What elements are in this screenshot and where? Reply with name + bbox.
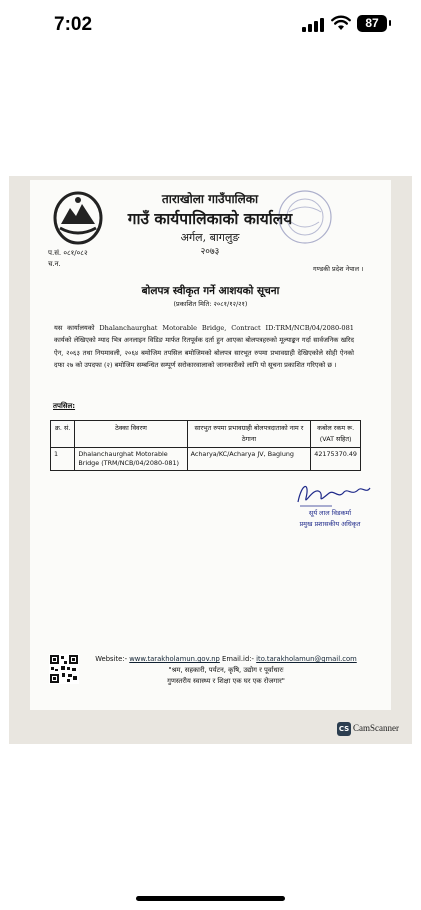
cell-sn: 1 bbox=[51, 448, 75, 471]
cell-bidder: Acharya/KC/Acharya JV, Baglung bbox=[187, 448, 311, 471]
contact-line bbox=[86, 654, 366, 665]
letter-footer bbox=[86, 654, 366, 687]
website-link[interactable]: www.tarakholamun.gov.np bbox=[129, 655, 220, 663]
contract-table bbox=[50, 420, 361, 471]
signatory-name: सूर्य लाल विडकर्मा bbox=[308, 509, 352, 517]
notice-body: यस कार्यालयको Dhalanchaurghat Motorable Bridge, Contract ID:TRM/NCB/04/2080-081 कार्यको लेखिएको म्याद भित्र अनलाइन विडिङ मार्फत रितपूर्वक दर्ता हुन आएका बोलपत्रहरुको मूल्याङ्कन गर्दा सार्वजनिक खरिद ऐन, २०६३ तथा नियमावली, २०६४ बमोजिम तपसिल बमोजिमको बोलपत्र सारभूत रुपमा प्रभावग्राही देखिएकोले सोही ऐनको दफा २७ को उपदफा (२) बमोजिम सम्बन्धित सम्पूर्ण सरोकारवालाको जानकारीको लागि यो सूचना प्रकाशित गरिएको छ । bbox=[54, 324, 354, 369]
slogan-line-1: "श्रम, सहकारी, पर्यटन, कृषि, उद्योग र पूर्वाधारः bbox=[168, 666, 284, 674]
col-bidder: सारभुत रुपमा प्रभावग्राही बोलपत्रदाताको नाम र ठेगाना bbox=[187, 421, 311, 448]
notice-title: बोलपत्र स्वीकृत गर्ने आशयको सूचना bbox=[141, 285, 280, 297]
office-address: अर्गल, बागलुङ bbox=[180, 231, 240, 244]
signatory-designation: प्रमुख प्रशासकीय अधिकृत bbox=[299, 520, 361, 528]
camscanner-watermark: CamScanner bbox=[353, 723, 399, 733]
table-row bbox=[51, 448, 361, 471]
camscanner-logo-icon: CS bbox=[337, 722, 351, 736]
table-header-row bbox=[51, 421, 361, 448]
province-name: गण्डकी प्रदेश नेपाल । bbox=[313, 265, 364, 273]
home-indicator[interactable] bbox=[136, 896, 285, 901]
battery-icon: 87 bbox=[357, 15, 387, 32]
office-name: गाउँ कार्यपालिकाको कार्यालय bbox=[127, 209, 293, 228]
slogan-line-2: गुणस्तरीय स्वास्थ्य र शिक्षा एक घर एक रोजगार" bbox=[167, 677, 285, 685]
col-amount: कबोल रकम रू. (VAT सहित) bbox=[311, 421, 361, 448]
dispatch-no: च.न. bbox=[48, 260, 61, 268]
status-bar bbox=[0, 0, 421, 50]
local-body-name: ताराखोला गाउँपालिका bbox=[161, 192, 259, 206]
details-label: तपसिल: bbox=[53, 402, 76, 410]
email-label: Email.id:- bbox=[222, 655, 254, 663]
email-link[interactable]: ito.tarakholamun@gmail.com bbox=[256, 655, 357, 663]
wifi-icon bbox=[331, 15, 351, 31]
signatory-block bbox=[290, 508, 370, 530]
qr-code-icon bbox=[49, 654, 79, 684]
col-description: ठेक्का विवरण bbox=[75, 421, 187, 448]
established-year: २०७३ bbox=[200, 247, 220, 257]
government-emblem-icon bbox=[52, 190, 104, 246]
website-label: Website:- bbox=[95, 655, 128, 663]
published-date: (प्रकाशित मिति: २०८१/१२/२१) bbox=[173, 300, 248, 308]
ref-no: प.सं. ०८१/०८२ bbox=[48, 249, 88, 257]
col-sn: क्र. सं. bbox=[51, 421, 75, 448]
reference-numbers bbox=[48, 248, 88, 270]
signature bbox=[292, 478, 372, 510]
cell-amount: 42175370.49 bbox=[311, 448, 361, 471]
cell-description: Dhalanchaurghat Motorable Bridge (TRM/NCB/04/2080-081) bbox=[75, 448, 187, 471]
letterhead bbox=[105, 190, 315, 258]
clock: 7:02 bbox=[54, 14, 93, 35]
cellular-signal-icon bbox=[302, 18, 324, 32]
battery-tip bbox=[389, 20, 391, 26]
